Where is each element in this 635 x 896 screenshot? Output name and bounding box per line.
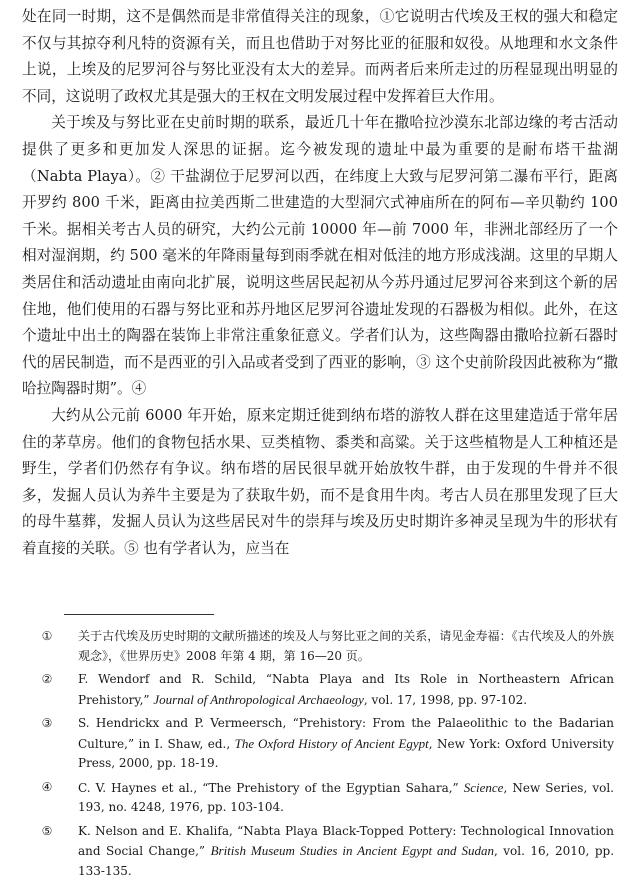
footnote-marker: ①: [41, 629, 53, 643]
footnote-citation: , New York: Oxford University Press, 2000, pp. 18-19.: [78, 736, 614, 770]
footnote-journal-title: British Museum Studies in Ancient Egypt and Sudan: [210, 843, 494, 858]
footnote-1: [36, 627, 614, 666]
footnote-text: K. Nelson and E. Khalifa, “Nabta Playa Black-Topped Pottery: Technological Innovation and Social Change,”: [78, 823, 614, 858]
footnote-journal-title: Science: [463, 779, 504, 795]
main-text: [22, 4, 618, 562]
footnote-5: [36, 822, 614, 882]
paragraph-nabta-playa: 关于埃及与努比亚在史前时期的联系，最近几十年在撒哈拉沙漠东北部边缘的考古活动提供了更多和更加发人深思的证据。迄今被发现的遗址中最为重要的是耐布塔干盐湖（Nabta Playa）。② 干盐湖位于尼罗河以西，在纬度上大致与尼罗河第二瀑布平行，距离开罗约 800 千米，距离由拉美西斯二世建造的大型洞穴式神庙所在的阿布—辛贝勒约 100 千米。据相关考古人员的研究，大约公元前 10000 年—前 7000 年，非洲北部经历了一个相对湿润期，约 500 毫米的年降雨量每到雨季就在相对低洼的地方形成浅湖。这里的早期人类居住和活动遗址由南向北扩展，说明这些居民起初从今苏丹通过尼罗河谷来到这个新的居住地，他们使用的石器与努比亚和苏丹地区尼罗河谷遗址发现的石器极为相似。此外，在这个遗址中出土的陶器在装饰上非常注重象征意义。学者们认为，这些陶器由撒哈拉新石器时代的居民制造，而不是西亚的引入品或者受到了西亚的影响，③ 这个史前阶段因此被称为“撒哈拉陶器时期”。④: [22, 114, 618, 398]
footnote-marker: ⑤: [41, 823, 53, 838]
footnote-text: S. Hendrickx and P. Vermeersch, “Prehistory: From the Palaeolithic to the Badarian Culture,” in I. Shaw, ed.,: [78, 716, 614, 751]
paragraph-continued: 处在同一时期，这不是偶然而是非常值得关注的现象，①它说明古代埃及王权的强大和稳定不仅与其掠夺利凡特的资源有关，而且也借助于对努比亚的征服和奴役。从地理和水文条件上说，上埃及的尼罗河谷与努比亚没有太大的差异。而两者后来所走过的历程显现出明显的不同，这说明了政权尤其是强大的王权在文明发展过程中发挥着巨大作用。: [22, 8, 618, 105]
footnote-text: 关于古代埃及历史时期的文献所描述的埃及人与努比亚之间的关系，请见金寿福：《古代埃及人的外族观念》，《世界历史》2008 年第 4 期，第 16—20 页。: [78, 629, 614, 663]
footnote-journal-title: Journal of Anthropological Archaeology: [153, 691, 364, 707]
footnote-marker: ②: [41, 672, 53, 686]
footnote-citation: , vol. 16, 2010, pp. 133-135.: [78, 844, 615, 878]
footnotes: [36, 627, 614, 885]
footnote-3: [36, 714, 614, 774]
footnote-marker: ③: [41, 716, 53, 730]
footnote-text: C. V. Haynes et al., “The Prehistory of the Egyptian Sahara,”: [78, 780, 464, 795]
footnote-divider: [64, 614, 214, 615]
footnote-citation: , vol. 17, 1998, pp. 97-102.: [363, 692, 528, 707]
footnote-4: [36, 778, 614, 818]
paragraph-settlement: 大约从公元前 6000 年开始，原来定期迁徙到纳布塔的游牧人群在这里建造适于常年居住的茅草房。他们的食物包括水果、豆类植物、黍类和高粱。关于这些植物是人工种植还是野生，学者们仍然存有争议。纳布塔的居民很早就开始放牧牛群，由于发现的牛骨并不很多，发掘人员认为养牛主要是为了获取牛奶，而不是食用牛肉。考古人员在那里发现了巨大的母牛墓葬，发掘人员认为这些居民对牛的崇拜与埃及历史时期许多神灵呈现为牛的形状有着直接的关联。⑤ 也有学者认为，应当在: [22, 406, 618, 557]
footnote-marker: ④: [41, 779, 53, 794]
footnote-citation: , New Series, vol. 193, no. 4248, 1976, pp. 103-104.: [78, 780, 614, 814]
footnote-2: [36, 670, 614, 710]
footnote-book-title: The Oxford History of Ancient Egypt: [234, 735, 429, 751]
footnote-text: F. Wendorf and R. Schild, “Nabta Playa and Its Role in Northeastern African Prehistory,”: [78, 672, 614, 707]
